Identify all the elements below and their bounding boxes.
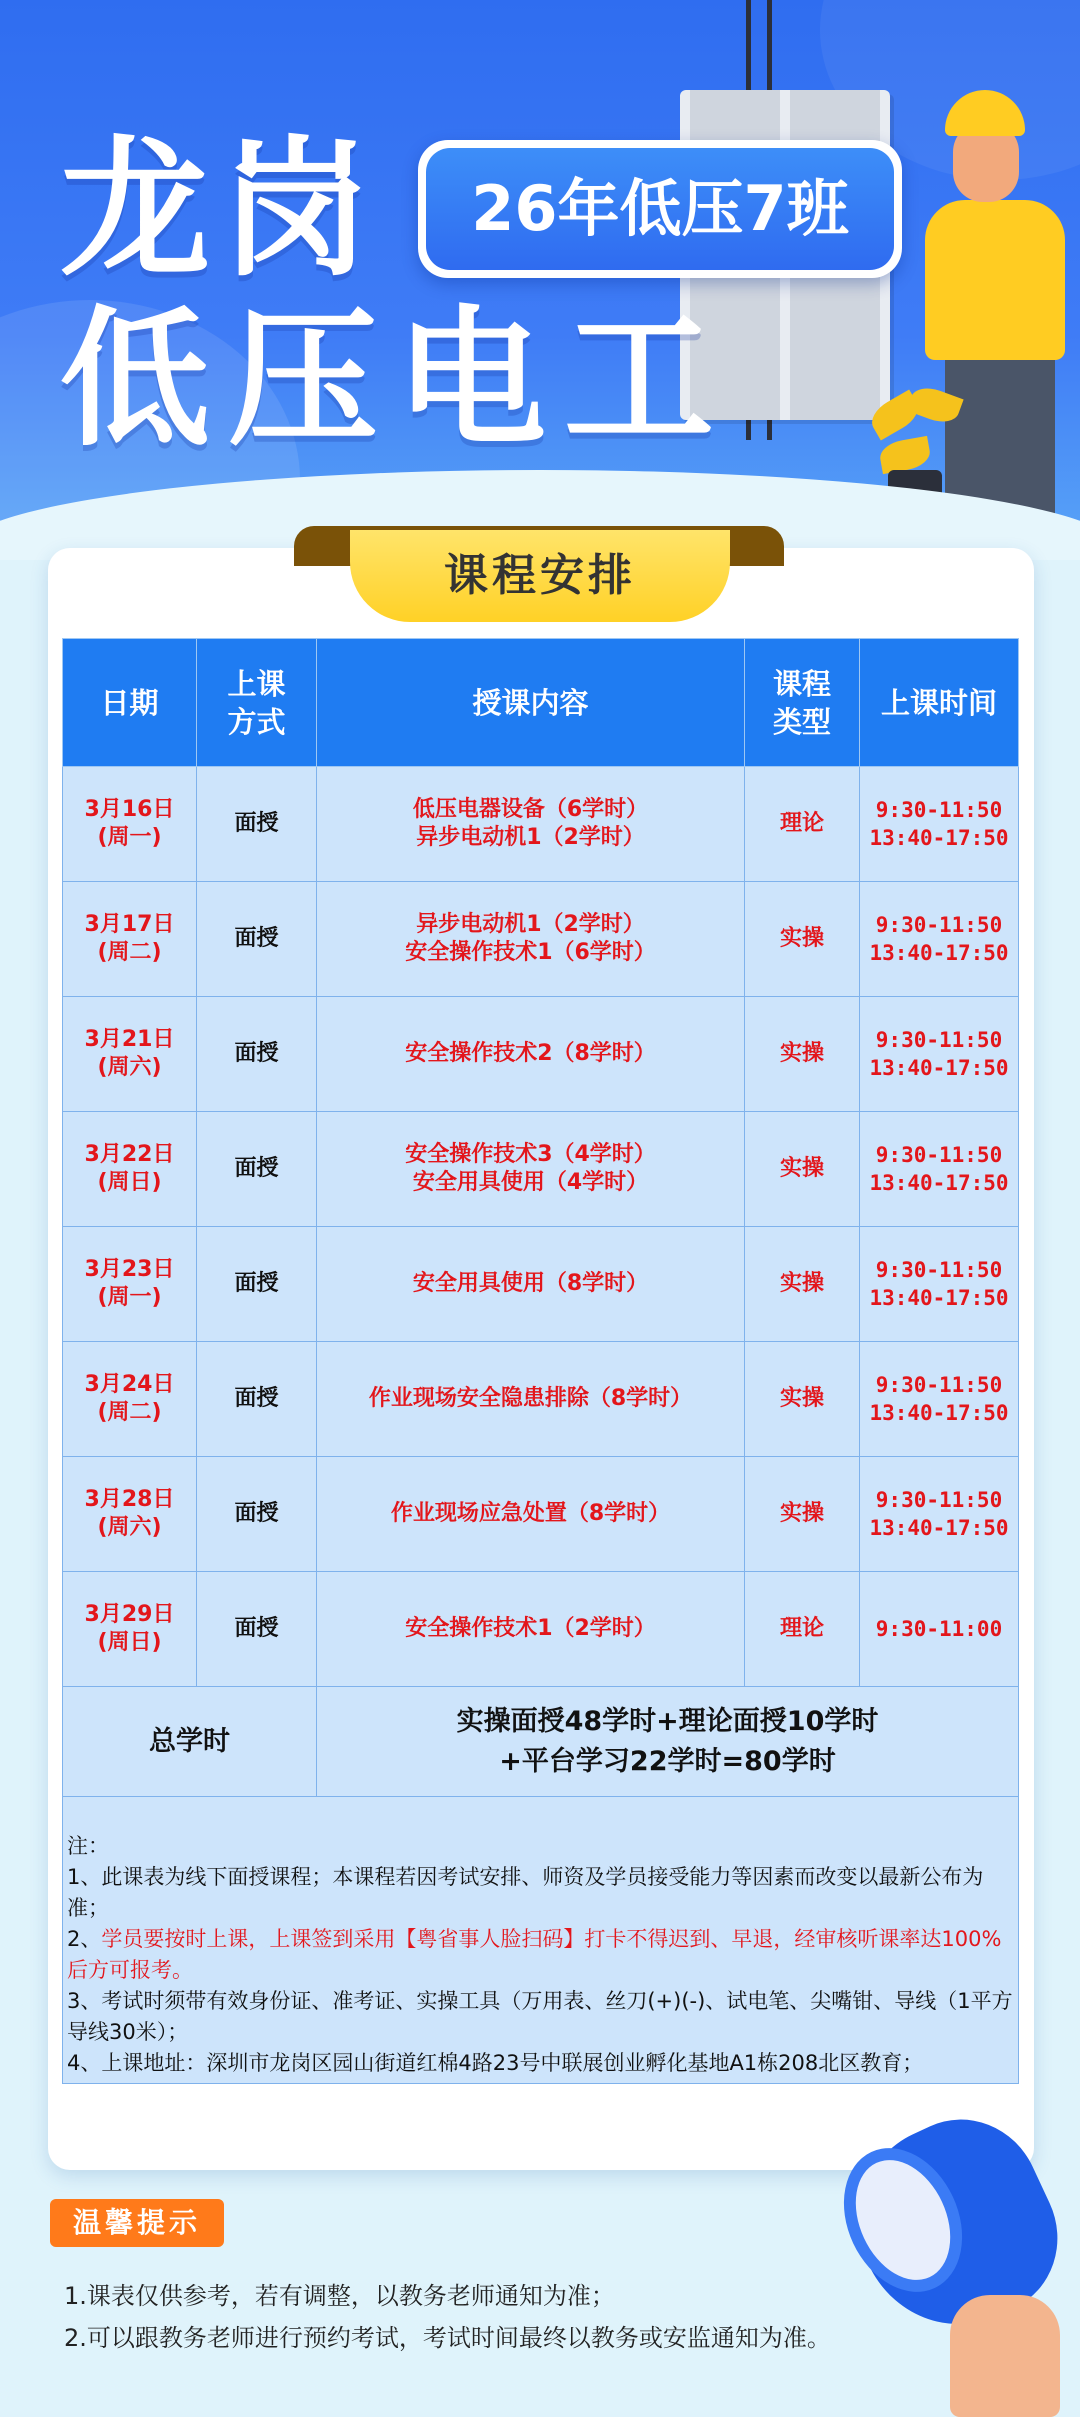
cell-date: 3月21日 (周六) (63, 997, 197, 1112)
cell-time: 9:30-11:50 13:40-17:50 (860, 1112, 1019, 1227)
cell-date: 3月16日 (周一) (63, 767, 197, 882)
title-line-1: 龙岗 (60, 123, 381, 297)
cell-mode: 面授 (197, 1227, 317, 1342)
header-date: 日期 (63, 639, 197, 767)
notes-row (63, 1797, 1019, 2084)
table-header-row (63, 639, 1019, 767)
note-3: 3、考试时须带有效身份证、准考证、实操工具（万用表、丝刀(+)(-)、试电笔、尖嘴钳、导线（1平方导线30米）； (67, 1989, 1013, 2044)
header-time: 上课时间 (860, 639, 1019, 767)
tips-label: 温馨提示 (50, 2199, 224, 2247)
class-name-badge (418, 140, 902, 278)
cell-time: 9:30-11:50 13:40-17:50 (860, 882, 1019, 997)
cell-mode: 面授 (197, 1457, 317, 1572)
cell-content: 异步电动机1（2学时） 安全操作技术1（6学时） (317, 882, 745, 997)
cell-type: 理论 (745, 767, 860, 882)
table-row (63, 1342, 1019, 1457)
cell-type: 实操 (745, 1457, 860, 1572)
total-label: 总学时 (63, 1687, 317, 1797)
cell-date: 3月29日 (周日) (63, 1572, 197, 1687)
cell-time: 9:30-11:50 13:40-17:50 (860, 1227, 1019, 1342)
table-row (63, 1457, 1019, 1572)
hero-banner (0, 0, 1080, 560)
table-row (63, 1227, 1019, 1342)
cell-time: 9:30-11:50 13:40-17:50 (860, 1457, 1019, 1572)
class-name-text: 26年低压7班 (426, 148, 894, 270)
cell-content: 作业现场安全隐患排除（8学时） (317, 1342, 745, 1457)
cell-time: 9:30-11:50 13:40-17:50 (860, 997, 1019, 1112)
tip-2: 2.可以跟教务老师进行预约考试，考试时间最终以教务或安监通知为准。 (64, 2324, 831, 2352)
total-value: 实操面授48学时+理论面授10学时 +平台学习22学时=80学时 (317, 1687, 1019, 1797)
cell-date: 3月24日 (周二) (63, 1342, 197, 1457)
cell-time: 9:30-11:50 13:40-17:50 (860, 1342, 1019, 1457)
cell-time: 9:30-11:50 13:40-17:50 (860, 767, 1019, 882)
cell-content: 作业现场应急处置（8学时） (317, 1457, 745, 1572)
note-1: 1、此课表为线下面授课程；本课程若因考试安排、师资及学员接受能力等因素而改变以最新公布为准； (67, 1865, 984, 1920)
cell-content: 安全操作技术3（4学时） 安全用具使用（4学时） (317, 1112, 745, 1227)
cell-type: 实操 (745, 1342, 860, 1457)
table-row (63, 882, 1019, 997)
cell-date: 3月22日 (周日) (63, 1112, 197, 1227)
cell-content: 安全操作技术2（8学时） (317, 997, 745, 1112)
cell-mode: 面授 (197, 1342, 317, 1457)
cell-mode: 面授 (197, 767, 317, 882)
table-row (63, 767, 1019, 882)
cell-type: 实操 (745, 997, 860, 1112)
notes-heading: 注： (67, 1834, 109, 1858)
cell-time: 9:30-11:00 (860, 1572, 1019, 1687)
table-row (63, 1112, 1019, 1227)
cell-date: 3月23日 (周一) (63, 1227, 197, 1342)
cell-mode: 面授 (197, 882, 317, 997)
cell-type: 实操 (745, 1112, 860, 1227)
tip-1: 1.课表仅供参考，若有调整，以教务老师通知为准； (64, 2282, 615, 2310)
note-2: 2、学员要按时上课，上课签到采用【粤省事人脸扫码】打卡不得迟到、早退，经审核听课率达100%后方可报考。 (67, 1927, 1002, 1982)
header-content: 授课内容 (317, 639, 745, 767)
cell-type: 理论 (745, 1572, 860, 1687)
section-title: 课程安排 (350, 530, 730, 622)
table-row (63, 997, 1019, 1112)
cell-content: 安全用具使用（8学时） (317, 1227, 745, 1342)
total-hours-row (63, 1687, 1019, 1797)
schedule-table (62, 638, 1019, 2084)
table-row (63, 1572, 1019, 1687)
cell-mode: 面授 (197, 997, 317, 1112)
cell-type: 实操 (745, 1227, 860, 1342)
title-line-2: 低压电工 (60, 293, 733, 467)
megaphone-illustration (820, 2105, 1080, 2417)
cell-content: 安全操作技术1（2学时） (317, 1572, 745, 1687)
cell-content: 低压电器设备（6学时） 异步电动机1（2学时） (317, 767, 745, 882)
note-4: 4、上课地址：深圳市龙岗区园山街道红棉4路23号中联展创业孵化基地A1栋208北区教育； (67, 2051, 924, 2075)
cell-date: 3月28日 (周六) (63, 1457, 197, 1572)
header-type: 课程 类型 (745, 639, 860, 767)
notes-cell (63, 1797, 1019, 2084)
cell-mode: 面授 (197, 1112, 317, 1227)
header-mode: 上课 方式 (197, 639, 317, 767)
cell-mode: 面授 (197, 1572, 317, 1687)
cell-type: 实操 (745, 882, 860, 997)
cell-date: 3月17日 (周二) (63, 882, 197, 997)
